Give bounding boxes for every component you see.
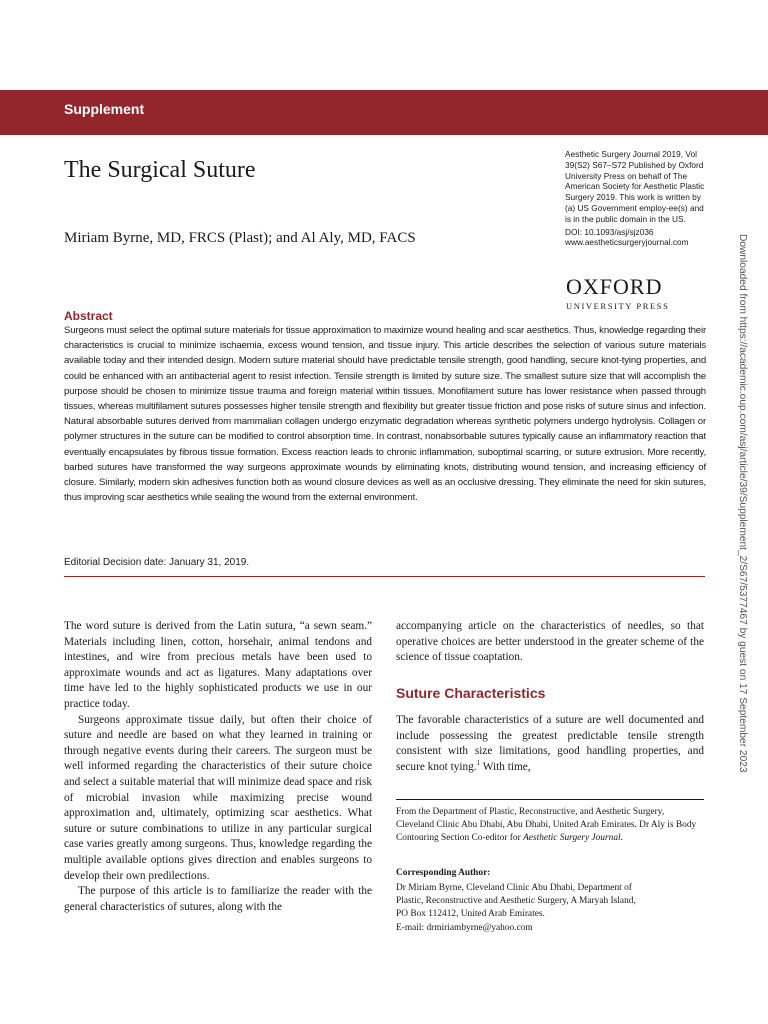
abstract-heading: Abstract xyxy=(64,309,113,323)
body-column-right xyxy=(396,619,704,666)
editorial-decision: Editorial Decision date: January 31, 2019. xyxy=(64,557,250,568)
body-paragraph: accompanying article on the characteristics of needles, so that operative choices are better understood in the greater scheme of the science of tissue coaptation. xyxy=(396,620,704,664)
doi-link[interactable]: DOI: 10.1093/asj/sjz036 xyxy=(565,226,654,237)
corr-line: PO Box 112412, United Arab Emirates. xyxy=(396,909,545,920)
body-paragraph: The purpose of this article is to familiarize the reader with the general characteristics of sutures, along with the xyxy=(64,885,372,913)
affiliation-end: . xyxy=(620,833,623,844)
body-paragraph xyxy=(396,713,704,775)
publisher-logo xyxy=(566,276,669,311)
journal-url-link[interactable]: www.aestheticsurgeryjournal.com xyxy=(565,237,689,248)
corr-line: Dr Miriam Byrne, Cleveland Clinic Abu Dhabi, Department of xyxy=(396,883,632,893)
corresponding-author xyxy=(396,882,704,935)
body-column-right-section xyxy=(396,713,704,775)
corr-email[interactable]: E-mail: drmiriambyrne@yahoo.com xyxy=(396,922,533,933)
publisher-name: OXFORD xyxy=(566,274,663,299)
affiliation-footnote xyxy=(396,806,704,846)
reference-link[interactable]: 1 xyxy=(476,759,481,768)
body-paragraph: Surgeons approximate tissue daily, but often their choice of suture and needle are based on what they learned in training or through negative events during their careers. The surgeon must be well informed regarding the characteristics of their suture choice and select a suitable material that will minimize dead space and risk of microbial invasion while maximizing precise wound approximation and, ultimately, optimizing scar aesthetics. What suture or suture combinations to utilize in any particular surgical case varies greatly among surgeons. Thus, knowledge regarding the multiple available options gives direction and enables surgeons to develop their own predilections. xyxy=(64,713,372,882)
journal-name: Aesthetic Surgery Journal xyxy=(523,833,621,844)
corr-line: Plastic, Reconstructive and Aesthetic Surgery, A Maryah Island, xyxy=(396,896,636,907)
journal-info xyxy=(565,149,705,248)
affiliation-text: From the Department of Plastic, Reconstructive, and Aesthetic Surgery, Cleveland Clinic Abu Dhabi, Abu Dhabi, United Arab Emirates. Dr Aly is Body Contouring Section Co-editor for xyxy=(396,807,697,844)
publisher-subtitle: UNIVERSITY PRESS xyxy=(566,301,670,311)
article-title: The Surgical Suture xyxy=(64,157,256,183)
section-divider xyxy=(64,576,705,577)
abstract-text: Surgeons must select the optimal suture materials for tissue approximation to maximize wound healing and scar aesthetics. Thus, knowledge regarding their characteristics is crucial to minimize ischaemia, excess wound tension, and tissue injury. This article describes the selection of various suture materials available today and their intended design. Modern suture material should have predictable tensile strength, good handling, secure knot-tying properties, and could be enhanced with an antibacterial agent to resist infection. Tensile strength is limited by suture size. The smallest suture size that will accomplish the purpose should be chosen to minimize tissue trauma and foreign material within tissues. Monofilament suture has lower resistance when passed through tissues, whereas multifilament sutures possesses higher tensile strength and flexibility but greater tissue friction and pose risks of suture sinus and infection. Natural absorbable sutures derived from mammalian collagen undergo enzymatic degradation whereas synthetic polymers undergo hydrolysis. Collagen or polymer structures in the suture can be modified to control absorption time. In contrast, nonabsorbable sutures typically cause an inflammatory reaction that eventually encapsulates by fibrous tissue formation. Excess reaction leads to chronic inflammation, suboptimal scarring, or suture extrusion. More recently, barbed sutures have transformed the way surgeons approximate wounds by eliminating knots, distributing wound tension, and increasing efficiency of closure. Similarly, modern skin adhesives function both as wound closure devices as well as an occlusive dressing. They eliminate the need for skin sutures, thus improving scar aesthetics while sealing the wound from the external environment. xyxy=(64,325,706,504)
corresponding-author-heading: Corresponding Author: xyxy=(396,868,491,878)
banner-label: Supplement xyxy=(64,101,145,117)
article-authors: Miriam Byrne, MD, FRCS (Plast); and Al Aly, MD, FACS xyxy=(64,230,416,246)
paragraph-text: The favorable characteristics of a suture are well documented and include possessing the greatest predictable tensile strength consistent with size limitations, good handling properties, and secure knot tying. xyxy=(396,714,704,773)
body-column-left xyxy=(64,619,372,915)
download-notice: Downloaded from https://academic.oup.com/asj/article/39/Supplement_2/S67/5377467 by guest on 17 September 2023 xyxy=(737,234,748,773)
footnote-divider xyxy=(396,799,704,800)
section-heading: Suture Characteristics xyxy=(396,685,546,701)
journal-citation: Aesthetic Surgery Journal 2019, Vol 39(S2) S67–S72 Published by Oxford University Press on behalf of The American Society for Aesthetic Plastic Surgery 2019. This work is written by (a) US Government employ-ee(s) and is in the public domain in the US. xyxy=(565,149,705,224)
paragraph-text-end: With time, xyxy=(480,760,531,773)
body-paragraph: The word suture is derived from the Latin sutura, “a sewn seam.” Materials including linen, cotton, horsehair, animal tendons and intestines, and wire from precious metals have been used to approximate wounds and act as ligatures. Many adaptations over time have led to the highly sophisticated products we use in our practice today. xyxy=(64,620,372,710)
supplement-banner xyxy=(0,90,768,135)
